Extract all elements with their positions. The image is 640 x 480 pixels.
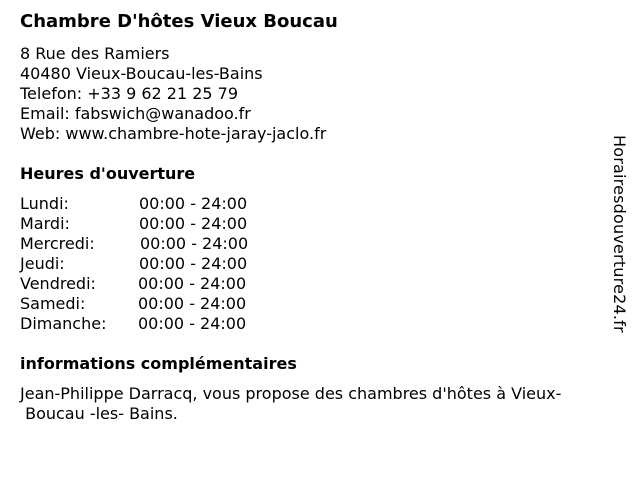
hours-heading: Heures d'ouverture	[20, 164, 196, 183]
time-range: 00:00 - 24:00	[138, 274, 247, 293]
business-card	[20, 0, 610, 480]
time-range: 00:00 - 24:00	[139, 214, 248, 233]
day-label: Vendredi:	[20, 274, 96, 293]
day-label: Samedi:	[20, 294, 86, 313]
email-text: Email: fabswich@wanadoo.fr	[20, 104, 251, 123]
day-label: Dimanche:	[20, 314, 107, 333]
time-range: 00:00 - 24:00	[140, 234, 249, 253]
business-name: Chambre D'hôtes Vieux Boucau	[20, 11, 338, 32]
info-line-2: Boucau -les- Bains.	[20, 404, 178, 423]
time-range: 00:00 - 24:00	[138, 294, 247, 313]
day-label: Lundi:	[20, 194, 69, 213]
contact-block	[20, 44, 326, 144]
time-range: 00:00 - 24:00	[139, 194, 248, 213]
website-text: Web: www.chambre-hote-jaray-jaclo.fr	[20, 124, 327, 143]
time-range: 00:00 - 24:00	[139, 254, 248, 273]
day-label: Mardi:	[20, 214, 70, 233]
day-label: Mercredi:	[20, 234, 95, 253]
time-range: 00:00 - 24:00	[138, 314, 247, 333]
day-label: Jeudi:	[20, 254, 65, 273]
info-description	[20, 384, 620, 424]
site-watermark: Horairesdouverture24.fr	[610, 135, 629, 333]
phone-text: Telefon: +33 9 62 21 25 79	[20, 84, 239, 103]
address-street: 8 Rue des Ramiers	[20, 44, 170, 63]
address-city: 40480 Vieux-Boucau-les-Bains	[20, 64, 263, 83]
info-line-1: Jean-Philippe Darracq, vous propose des chambres d'hôtes à Vieux-	[20, 384, 562, 403]
info-heading: informations complémentaires	[20, 354, 297, 373]
